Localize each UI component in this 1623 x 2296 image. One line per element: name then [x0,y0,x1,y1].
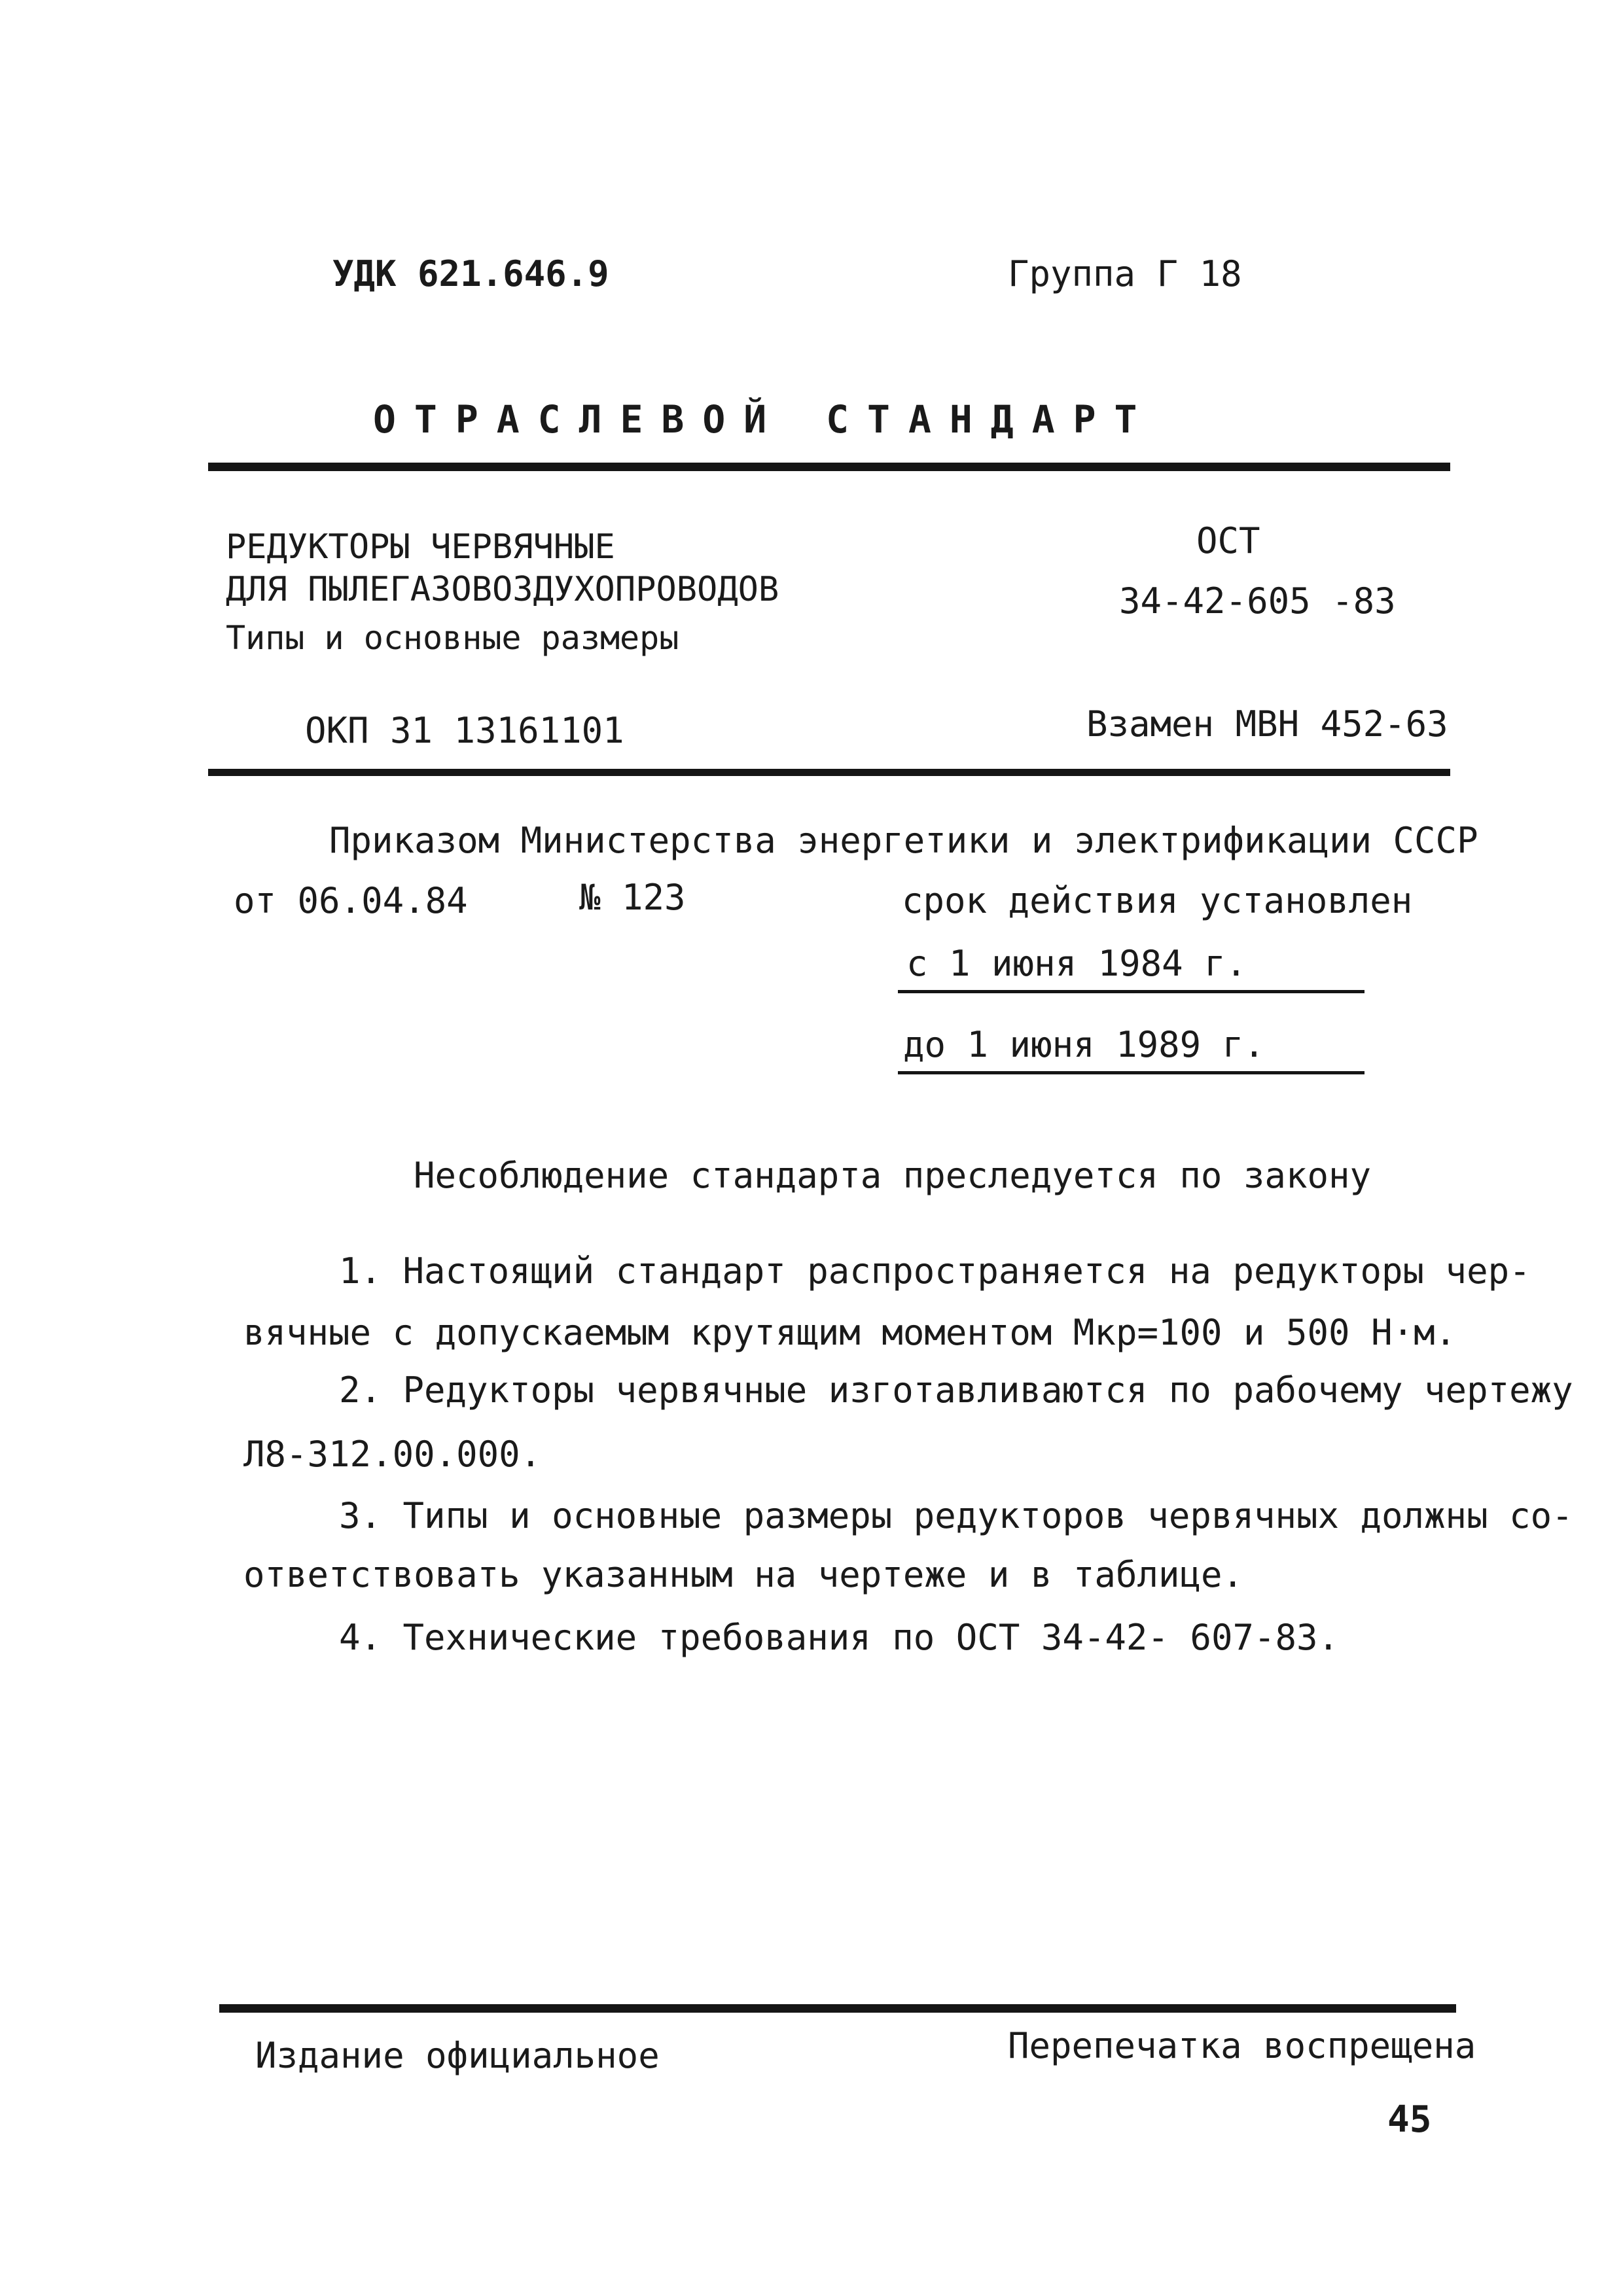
standard-name-line3: Типы и основные размеры [226,619,679,657]
official-edition-note: Издание официальное [255,2035,660,2076]
udk-code: УДК 621.646.9 [332,253,609,294]
clause-1-line2: вячные с допускаемым крутящим моментом Мкр=100 и 500 Н·м. [243,1312,1457,1353]
standard-rule [208,769,1450,776]
order-line: Приказом Министерства энергетики и электрификации СССР [329,820,1478,861]
validity-label: срок действия установлен [902,880,1413,921]
title-rule [208,463,1450,471]
footer-rule [219,2004,1456,2013]
clause-4-line1: 4. Технические требования по ОСТ 34-42- 607-83. [339,1617,1340,1658]
replaces-note: Взамен МВН 452-63 [1086,703,1448,745]
validity-from-underline [898,990,1364,993]
clause-2-line1: 2. Редукторы червячные изготавливаются по рабочему чертежу [339,1369,1573,1411]
clause-3-line1: 3. Типы и основные размеры редукторов червячных должны со- [339,1495,1573,1536]
standard-name-line1: РЕДУКТОРЫ ЧЕРВЯЧНЫЕ [226,527,615,567]
order-date: от 06.04.84 [234,880,468,921]
clause-3-line2: ответствовать указанным на чертеже и в таблице. [243,1554,1244,1595]
validity-from: с 1 июня 1984 г. [906,943,1247,984]
reprint-prohibited-note: Перепечатка воспрещена [1008,2025,1476,2066]
standard-name-line2: ДЛЯ ПЫЛЕГАЗОВОЗДУХОПРОВОДОВ [226,570,779,609]
document-type-title: ОТРАСЛЕВОЙ СТАНДАРТ [373,397,1156,442]
group-code: Группа Г 18 [1008,253,1242,294]
page-number: 45 [1387,2098,1432,2141]
validity-to: до 1 июня 1989 г. [903,1024,1265,1065]
validity-to-underline [898,1071,1364,1074]
clause-2-line2: Л8-312.00.000. [243,1434,542,1475]
clause-1-line1: 1. Настоящий стандарт распространяется на редукторы чер- [339,1250,1531,1292]
okp-code: ОКП 31 13161101 [305,710,624,751]
ost-label: ОСТ [1196,520,1260,561]
ost-number: 34-42-605 -83 [1119,580,1396,622]
legal-notice: Несоблюдение стандарта преследуется по закону [414,1155,1371,1196]
order-number: № 123 [579,877,686,918]
